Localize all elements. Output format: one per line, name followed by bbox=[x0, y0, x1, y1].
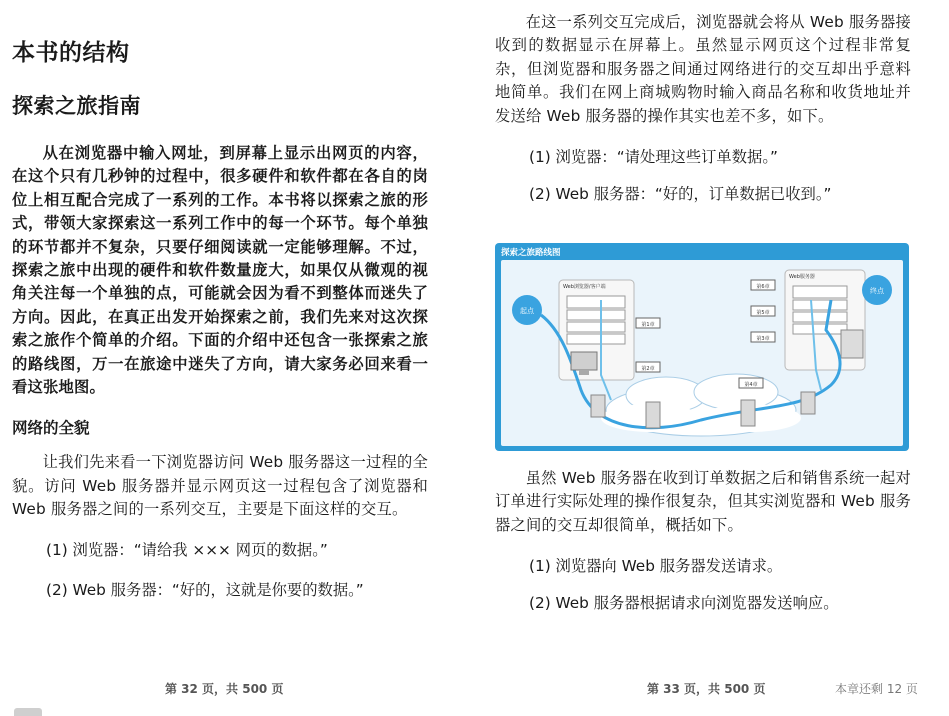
chapter-remaining: 本章还剩 12 页 bbox=[835, 682, 918, 696]
paragraph-2: 虽然 Web 服务器在收到订单数据之后和销售系统一起对订单进行实际处理的操作很复杂，但其实浏览器和 Web 服务器之间的交互却很简单，概括如下。 bbox=[495, 469, 912, 534]
body-paragraph: 让我们先来看一下浏览器访问 Web 服务器这一过程的全貌。访问 Web 服务器并显示网页这一过程包含了浏览器和 Web 服务器之间的一系列交互，主要是下面这样的交互。 bbox=[12, 453, 428, 519]
chapter-label: 第6章 bbox=[756, 284, 770, 290]
list-item: (2) Web 服务器：“好的，这就是你要的数据。” bbox=[46, 580, 364, 599]
section-title: 探索之旅指南 bbox=[12, 94, 141, 118]
chapter-label: 第1章 bbox=[641, 322, 655, 328]
paragraph-1: 在这一系列交互完成后，浏览器就会将从 Web 服务器接收到的数据显示在屏幕上。虽然显示网页这个过程非常复杂，但浏览器和服务器之间通过网络进行的交互却出乎意料地简单。我们在网上商城购物时输入商品名称和收货地址并发送给 Web 服务器的操作其实也差不多，如下。 bbox=[495, 13, 911, 125]
left-page-number: 第 32 页，共 500 页 bbox=[165, 682, 284, 696]
chapter-label: 第4章 bbox=[744, 382, 758, 388]
right-page-lower bbox=[495, 467, 911, 615]
route-map-figure bbox=[495, 243, 909, 451]
toolbar-handle[interactable] bbox=[14, 708, 42, 716]
start-label: 起点 bbox=[520, 307, 534, 315]
server-label: Web服务器 bbox=[789, 274, 815, 280]
start-marker bbox=[512, 295, 542, 325]
right-page-number: 第 33 页，共 500 页 bbox=[647, 682, 766, 696]
list-item: (2) Web 服务器：“好的，订单数据已收到。” bbox=[529, 185, 832, 204]
left-page bbox=[12, 0, 428, 602]
chapter-label: 第2章 bbox=[641, 366, 655, 372]
web-server-panel bbox=[785, 270, 865, 370]
list-item: (1) 浏览器向 Web 服务器发送请求。 bbox=[529, 557, 783, 576]
right-page bbox=[495, 0, 911, 206]
list-item: (2) Web 服务器根据请求向浏览器发送响应。 bbox=[529, 594, 839, 613]
figure-title: 探索之旅路线图 bbox=[501, 248, 561, 258]
intro-paragraph: 从在浏览器中输入网址，到屏幕上显示出网页的内容，在这个只有几秒钟的过程中，很多硬件和软件都在各自的岗位上相互配合完成了一系列的工作。本书将以探索之旅的形式，带领大家探索这一系列工作中的每一个环节。每个单独的环节都并不复杂，只要仔细阅读就一定能够理解。不过，探索之旅中出现的硬件和软件数量庞大，如果仅从微观的视角关注每一个单独的点，可能就会因为看不到整体而迷失了方向。因此，在真正出发开始探索之前，我们先来对这次探索之旅作个简单的介绍。下面的介绍中还包含一张探索之旅的路线图，万一在旅途中迷失了方向，请大家务必回来看一看这张地图。 bbox=[12, 144, 428, 397]
list-item: (1) 浏览器：“请给我 ××× 网页的数据。” bbox=[46, 540, 328, 559]
chapter-label: 第3章 bbox=[756, 336, 770, 342]
browser-label: Web浏览器/客户端 bbox=[563, 284, 606, 290]
route-map-svg bbox=[501, 260, 903, 446]
chapter-label: 第5章 bbox=[756, 310, 770, 316]
chapter-title: 本书的结构 bbox=[12, 40, 130, 66]
end-marker bbox=[862, 275, 892, 305]
route-map-diagram bbox=[501, 260, 903, 446]
list-item: (1) 浏览器：“请处理这些订单数据。” bbox=[529, 148, 778, 167]
end-label: 终点 bbox=[870, 287, 884, 295]
subheading: 网络的全貌 bbox=[12, 419, 90, 438]
